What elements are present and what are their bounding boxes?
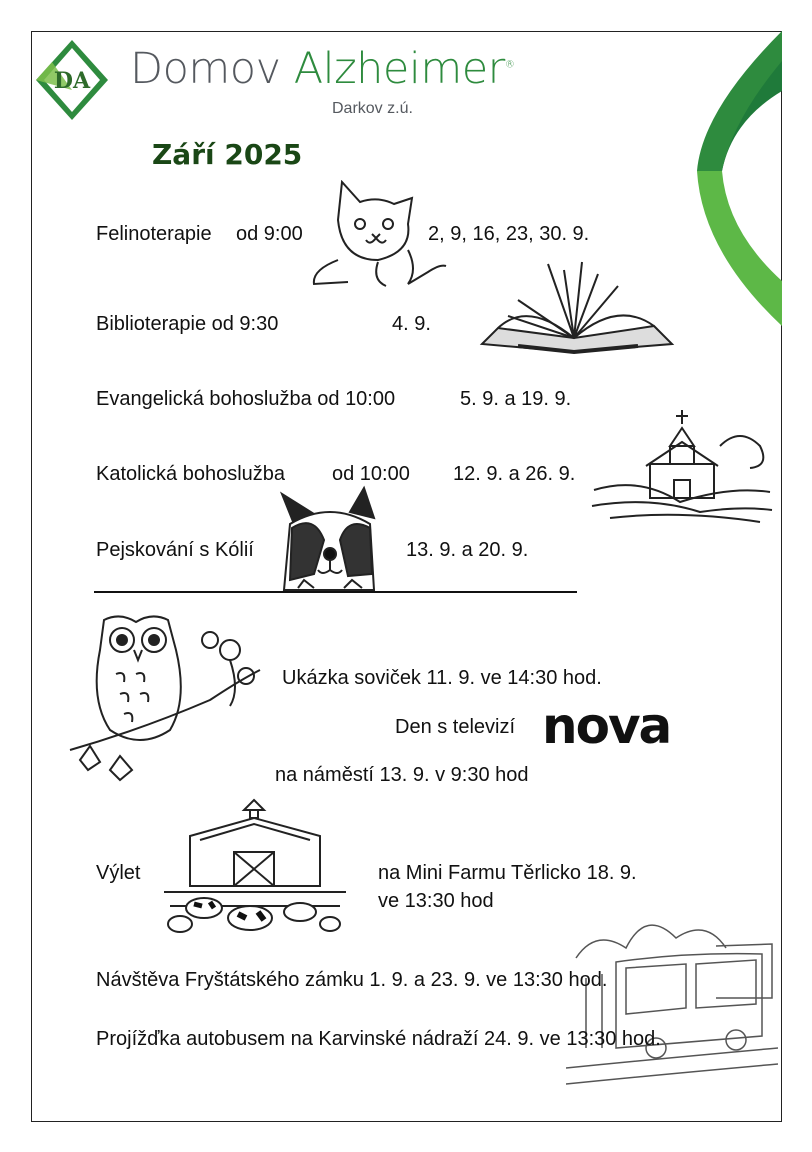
- brand-subtitle: Darkov z.ú.: [332, 100, 413, 117]
- section-divider: [94, 591, 577, 593]
- farm-drawing: [160, 796, 350, 936]
- schedule-biblioterapie-dates: 4. 9.: [392, 313, 431, 335]
- event-castle: Návštěva Fryštátského zámku 1. 9. a 23. 9. ve 13:30 hod.: [96, 969, 608, 991]
- month-title: Září 2025: [152, 138, 303, 171]
- dog-drawing: [274, 484, 386, 594]
- schedule-katolicka-time: od 10:00: [332, 463, 410, 485]
- schedule-felinoterapie-dates: 2, 9, 16, 23, 30. 9.: [428, 223, 590, 245]
- schedule-felinoterapie-name: Felinoterapie: [96, 223, 212, 245]
- event-owls: Ukázka soviček 11. 9. ve 14:30 hod.: [282, 667, 602, 689]
- cat-drawing: [308, 180, 448, 292]
- nova-logo: nova: [542, 697, 671, 755]
- schedule-biblioterapie-name: Biblioterapie od 9:30: [96, 313, 279, 335]
- event-trip-label: Výlet: [96, 862, 141, 884]
- schedule-evangelicka-name: Evangelická bohoslužba od 10:00: [96, 388, 396, 410]
- schedule-pejskovani-dates: 13. 9. a 20. 9.: [406, 539, 529, 561]
- event-bus: Projížďka autobusem na Karvinské nádraží 24. 9. ve 13:30 hod.: [96, 1028, 661, 1050]
- book-drawing: [478, 260, 676, 356]
- schedule-katolicka-name: Katolická bohoslužba: [96, 463, 286, 485]
- green-ribbon-decoration: [692, 31, 782, 331]
- schedule-pejskovani-name: Pejskování s Kólií: [96, 539, 254, 561]
- svg-text:DA: DA: [53, 68, 91, 94]
- schedule-felinoterapie-time: od 9:00: [236, 223, 303, 245]
- owl-drawing: [60, 610, 270, 790]
- bus-drawing: [566, 898, 778, 1094]
- event-tv-intro: Den s televizí: [395, 716, 516, 738]
- church-drawing: [590, 406, 774, 524]
- da-logo-badge: [32, 36, 112, 124]
- schedule-katolicka-dates: 12. 9. a 26. 9.: [453, 463, 576, 485]
- event-trip-line2: ve 13:30 hod: [378, 890, 494, 912]
- brand-name: Domov Alzheimer®: [130, 44, 515, 94]
- event-trip-line1: na Mini Farmu Těrlicko 18. 9.: [378, 862, 637, 884]
- event-tv-place: na náměstí 13. 9. v 9:30 hod: [275, 764, 529, 786]
- schedule-evangelicka-dates: 5. 9. a 19. 9.: [460, 388, 572, 410]
